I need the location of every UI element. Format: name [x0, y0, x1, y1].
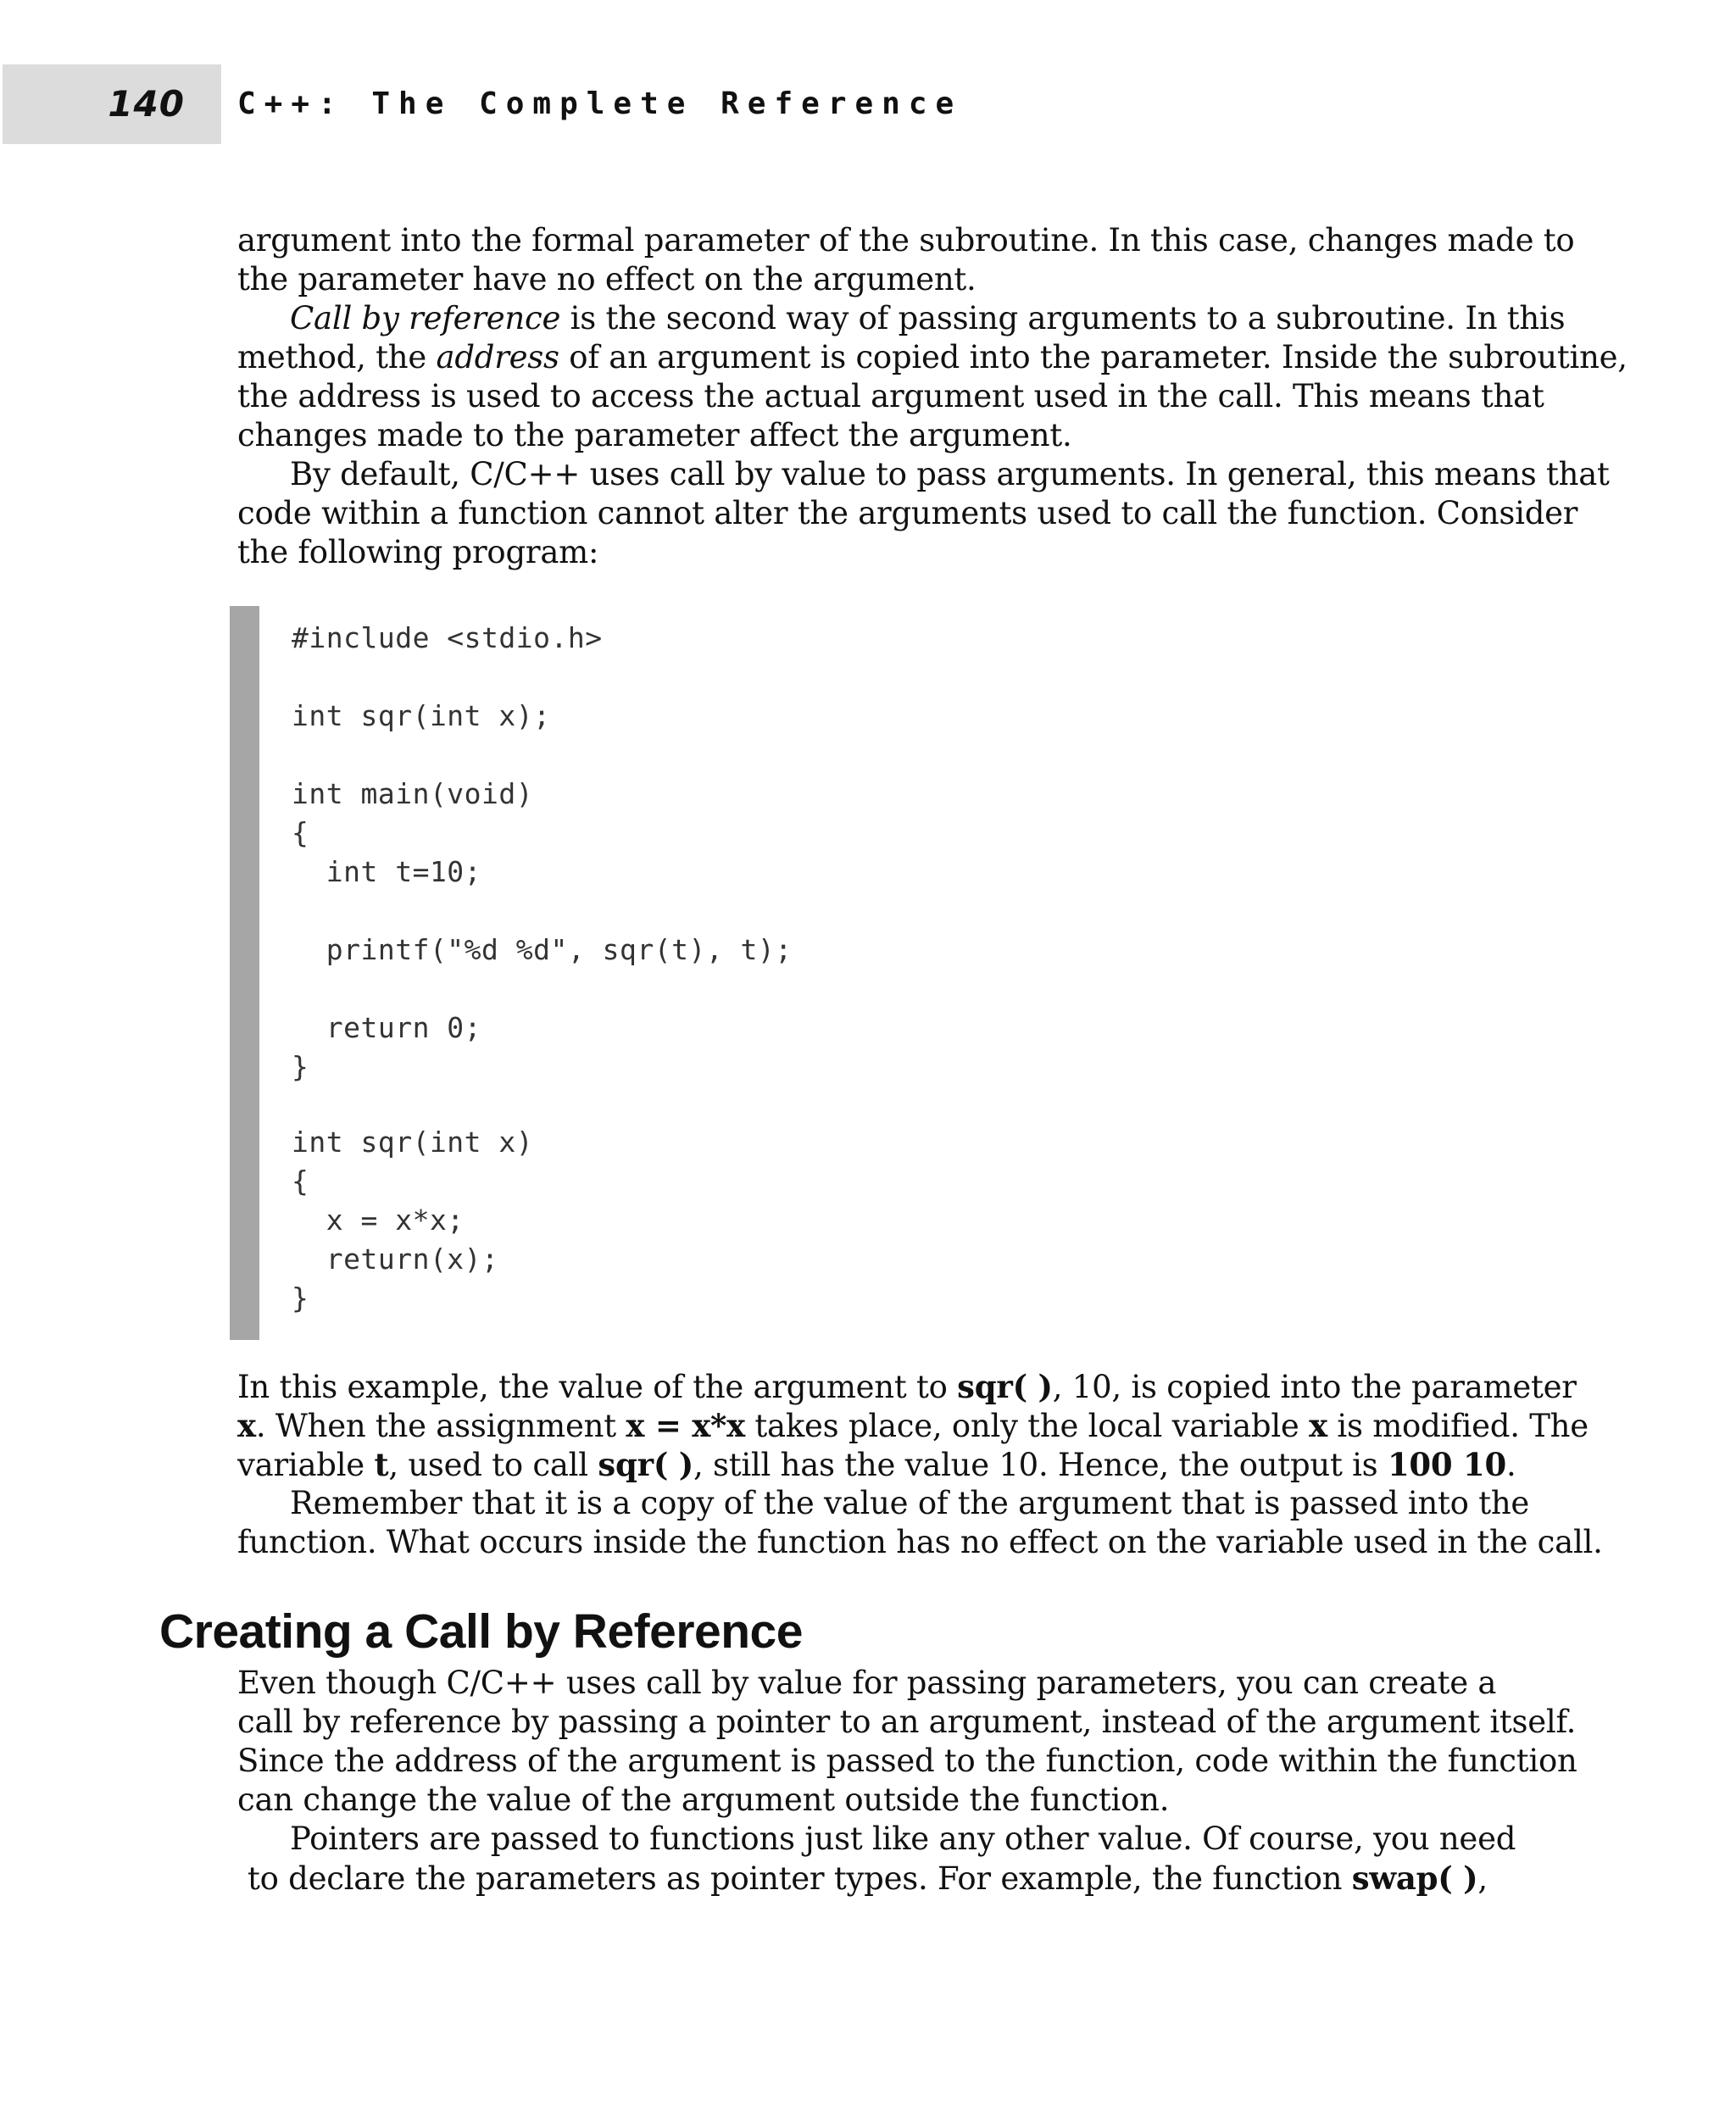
body-line: Even though C/C++ uses call by value for passing parameters, you can create a — [237, 1665, 1497, 1701]
section-heading: Creating a Call by Reference — [159, 1604, 803, 1659]
term-call-by-reference: Call by reference — [290, 300, 561, 336]
code-term: sqr( ) — [598, 1446, 693, 1483]
code-term: t — [374, 1446, 389, 1483]
body-line — [237, 1367, 1577, 1406]
body-line: argument into the formal parameter of the subroutine. In this case, changes made to — [237, 222, 1575, 259]
body-line — [237, 338, 1628, 377]
explanation-text — [237, 1367, 1603, 1562]
text-span: In this example, the value of the argument to — [237, 1369, 958, 1405]
text-span: . — [1506, 1447, 1516, 1483]
body-line: Remember that it is a copy of the value of the argument that is passed into the — [290, 1485, 1530, 1521]
text-span: is the second way of passing arguments to a subroutine. In this — [560, 300, 1566, 336]
text-span: is modified. The — [1327, 1408, 1589, 1444]
running-head: C++: The Complete Reference — [237, 86, 963, 121]
body-line: call by reference by passing a pointer to an argument, instead of the argument itself. — [237, 1704, 1577, 1740]
code-line: int sqr(int x) — [292, 1126, 534, 1159]
text-span: , — [1477, 1860, 1488, 1897]
text-span: of an argument is copied into the parameter. Inside the subroutine, — [559, 339, 1628, 375]
body-line: function. What occurs inside the function has no effect on the variable used in the call. — [237, 1524, 1603, 1560]
text-span: , 10, is copied into the parameter — [1052, 1369, 1577, 1405]
section-text — [237, 1664, 1577, 1898]
text-span: . When the assignment — [255, 1408, 626, 1444]
code-line: x = x*x; — [292, 1204, 465, 1237]
text-span: to declare the parameters as pointer types. For example, the function — [248, 1860, 1352, 1897]
code-listing — [292, 619, 793, 1318]
code-term: swap( ) — [1351, 1860, 1478, 1897]
code-line: { — [292, 816, 309, 849]
code-line: return 0; — [292, 1011, 482, 1044]
body-line: code within a function cannot alter the arguments used to call the function. Consider — [237, 495, 1578, 531]
body-line — [237, 1859, 1492, 1898]
page-number: 140 — [108, 83, 185, 125]
text-span: takes place, only the local variable — [744, 1408, 1310, 1444]
body-line: the address is used to access the actual argument used in the call. This means that — [237, 378, 1544, 414]
text-span: , used to call — [388, 1447, 598, 1483]
code-term: x — [1309, 1407, 1327, 1444]
code-line: #include <stdio.h> — [292, 621, 603, 654]
text-span: method, the — [237, 339, 437, 375]
body-line — [237, 1445, 1516, 1484]
body-line — [237, 1406, 1589, 1445]
code-line: } — [292, 1281, 309, 1315]
code-term: 100 10 — [1387, 1446, 1507, 1483]
text-span: variable — [237, 1447, 375, 1483]
body-line: changes made to the parameter affect the argument. — [237, 417, 1072, 453]
code-line: int t=10; — [292, 855, 482, 888]
code-line: int main(void) — [292, 777, 534, 810]
body-line: can change the value of the argument outside the function. — [237, 1782, 1170, 1818]
code-line: { — [292, 1165, 309, 1198]
term-address: address — [436, 339, 559, 375]
body-line: the following program: — [237, 534, 599, 570]
body-line: the parameter have no effect on the argument. — [237, 261, 976, 297]
code-line: int sqr(int x); — [292, 699, 551, 732]
code-term: x — [237, 1407, 256, 1444]
code-term: x = x*x — [626, 1407, 745, 1444]
code-line: return(x); — [292, 1243, 499, 1276]
body-line: Since the address of the argument is passed to the function, code within the function — [237, 1743, 1577, 1779]
body-line: Pointers are passed to functions just like any other value. Of course, you need — [290, 1821, 1516, 1857]
code-line: } — [292, 1050, 309, 1083]
code-line: printf("%d %d", sqr(t), t); — [292, 933, 793, 966]
code-listing-bar — [230, 606, 259, 1340]
body-line: By default, C/C++ uses call by value to pass arguments. In general, this means that — [290, 456, 1610, 492]
body-line — [237, 299, 1566, 338]
text-span: , still has the value 10. Hence, the output is — [693, 1447, 1388, 1483]
intro-text — [237, 221, 1628, 572]
code-term: sqr( ) — [957, 1368, 1053, 1405]
page-number-tab — [3, 64, 221, 144]
